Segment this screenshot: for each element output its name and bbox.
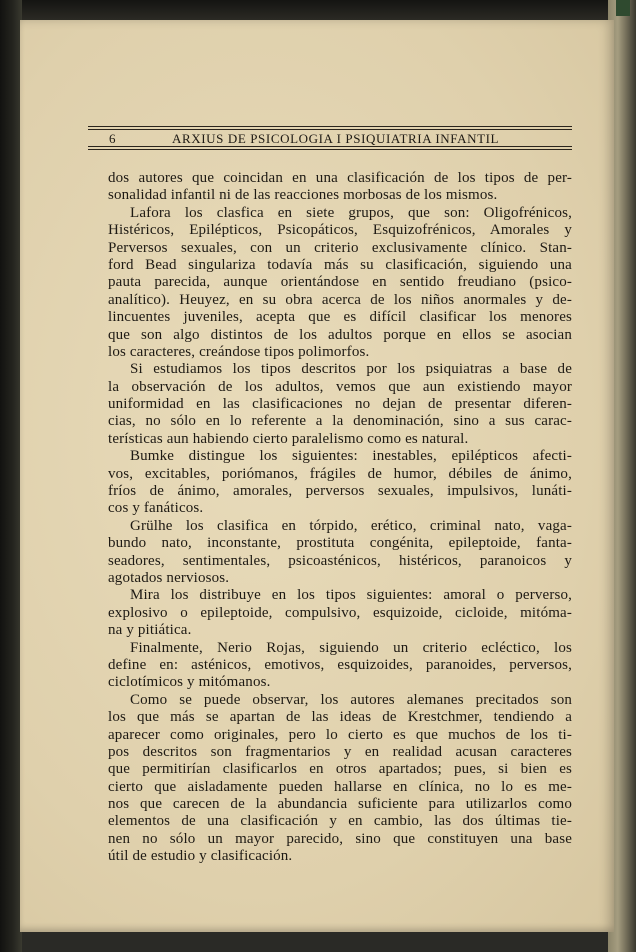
text-line: ford Bead singulariza todavía más su clasificación, siguiendo una [108, 256, 572, 273]
header-rule-top-inner [88, 129, 572, 130]
text-line: Mira los distribuye en los tipos siguientes: amoral o perverso, [130, 587, 572, 604]
text-line: seadores, sentimentales, psicoasténicos, histéricos, paranoicos y [108, 552, 572, 569]
text-line: cos y fanáticos. [108, 500, 204, 517]
text-line: Finalmente, Nerio Rojas, siguiendo un criterio ecléctico, los [130, 639, 572, 656]
text-line: Bumke distingue los siguientes: inestables, epilépticos afecti- [130, 448, 572, 465]
text-line: los caracteres, creándose tipos polimorfos. [108, 343, 370, 360]
text-line: uniformidad en las clasificaciones no dejan de presentar diferen- [108, 396, 572, 413]
text-line: fríos de ánimo, amorales, perversos sexuales, impulsivos, lunáti- [108, 483, 572, 500]
text-line: Grülhe los clasifica en tórpido, erético, criminal nato, vaga- [130, 517, 572, 534]
text-line: dos autores que coincidan en una clasificación de los tipos de per- [108, 170, 572, 186]
text-line: agotados nerviosos. [108, 569, 230, 586]
text-line: Como se puede observar, los autores alemanes precitados son [130, 691, 572, 708]
text-line: lincuentes juveniles, acepta que es difícil clasificar los menores [108, 309, 572, 326]
text-line: útil de estudio y clasificación. [108, 848, 293, 865]
text-line: explosivo o epileptoide, compulsivo, esquizoide, cicloide, mitóma- [108, 604, 572, 621]
text-line: Si estudiamos los tipos descritos por los psiquiatras a base de [130, 361, 572, 378]
text-line: cias, no sólo en lo referente a la denominación, sino a sus carac- [108, 413, 572, 430]
text-line: que permitirían clasificarlos en otros apartados; pues, si bien es [108, 761, 572, 778]
header-rule-top [88, 126, 572, 127]
text-line: que son algo distintos de los adultos porque en ellos se asocian [108, 326, 572, 343]
book-spine [0, 0, 22, 952]
text-line: la observación de los adultos, vemos que aun existiendo mayor [108, 378, 572, 395]
text-line: nen no sólo un mayor parecido, sino que constituyen una base [108, 830, 572, 847]
text-line: bundo nato, inconstante, prostituta congénita, epileptoide, fanta- [108, 535, 572, 552]
text-line: terísticas aun habiendo cierto paralelismo como es natural. [108, 430, 469, 447]
book-page [20, 20, 614, 932]
text-line: define en: asténicos, emotivos, esquizoides, paranoides, perversos, [108, 656, 572, 673]
running-title: ARXIUS DE PSICOLOGIA I PSIQUIATRIA INFANTIL [172, 131, 500, 146]
text-line: nos que carecen de la abundancia suficiente para utilizarlos como [108, 796, 572, 813]
header-rule-bottom [88, 149, 572, 150]
page-header [88, 126, 572, 152]
text-line: Perversos sexuales, con un criterio exclusivamente clínico. Stan- [108, 239, 572, 256]
text-line: sonalidad infantil ni de las reacciones morbosas de los mismos. [108, 187, 498, 204]
cover-stripe [616, 0, 630, 16]
text-line: pauta parecida, aunque orientándose en sentido freudiano (psico- [108, 274, 572, 291]
text-line: vos, excitables, poriómanos, frágiles de humor, débiles de ánimo, [108, 465, 572, 482]
text-line: elementos de una clasificación y en cambio, las dos últimas tie- [108, 813, 572, 830]
text-line: ciclotímicos y mitómanos. [108, 674, 271, 691]
text-line: na y pitiática. [108, 622, 192, 639]
header-rule-bottom-inner [88, 146, 572, 147]
text-line: pos descritos son fragmentarios y en realidad acusan caracteres [108, 743, 572, 760]
text-line: los que más se apartan de las ideas de Krestchmer, tendiendo a [108, 709, 572, 726]
text-line: analítico). Heuyez, en su obra acerca de los niños anormales y de- [108, 291, 572, 308]
page-number: 6 [109, 131, 116, 146]
text-line: Lafora los clasfica en siete grupos, que son: Oligofrénicos, [130, 204, 572, 221]
text-line: cierto que aisladamente pueden hallarse en clínica, no lo es me- [108, 778, 572, 795]
text-line: aparecer como originales, pero lo cierto es que muchos de los ti- [108, 726, 572, 743]
scan-top-edge [0, 0, 636, 20]
body-text [108, 170, 572, 866]
text-line: Histéricos, Epilépticos, Psicopáticos, Esquizofrénicos, Amorales y [108, 222, 572, 239]
